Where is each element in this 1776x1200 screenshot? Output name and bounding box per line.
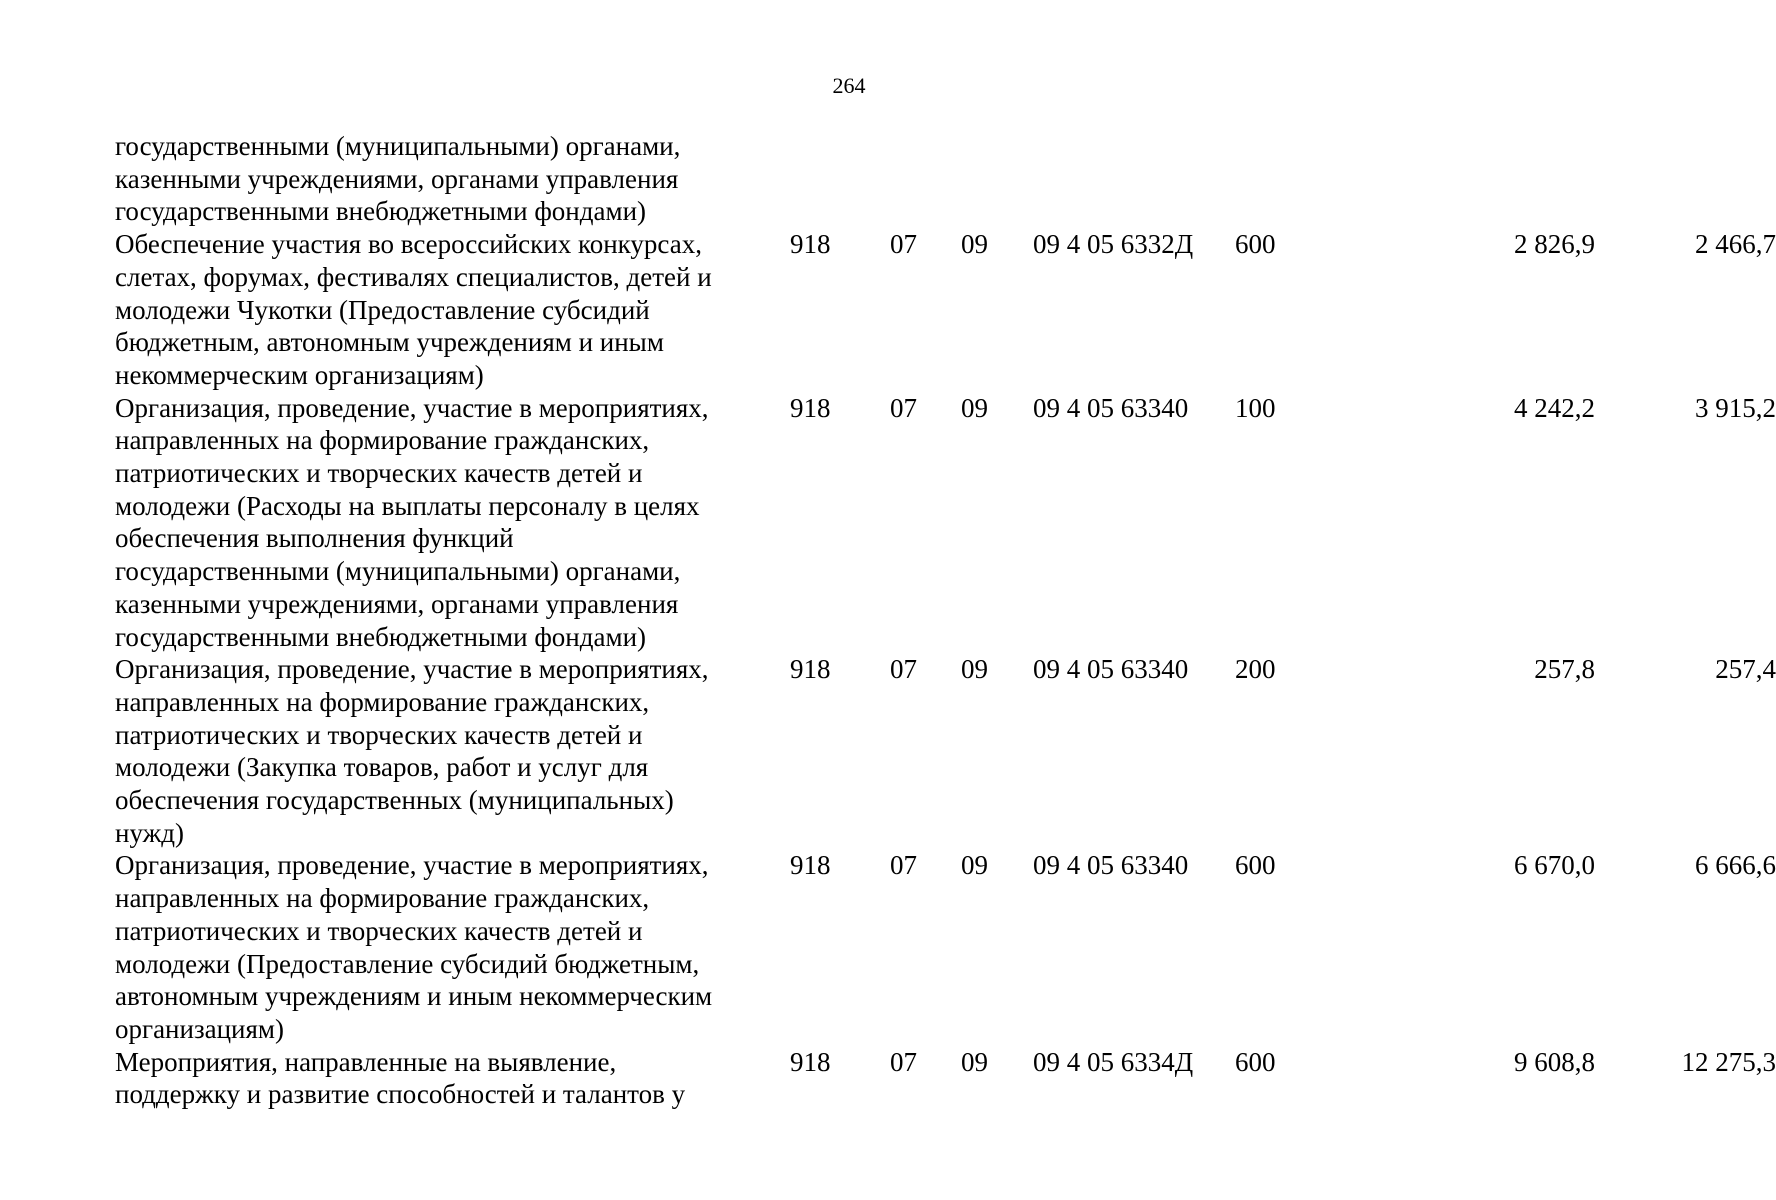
row-name [115,653,755,849]
row-name-line: государственными (муниципальными) органами, [115,131,681,161]
row-name-line: Организация, проведение, участие в мероприятиях, [115,850,709,881]
budget-table [115,130,1776,1111]
expense-type-code: 100 [1235,392,1276,423]
page-number: 264 [832,73,866,98]
amount-first: 6 670,0 [1514,850,1595,881]
row-name-line: автономным учреждениям и иным некоммерческим [115,981,713,1012]
row-name-line: направленных на формирование гражданских, [115,686,650,717]
target-article-code: 09 4 05 6332Д [1033,229,1194,260]
section-code: 07 [890,392,917,423]
row-name-line: патриотических и творческих качеств детей и [115,458,643,489]
table-row [115,130,1660,228]
row-name-line: поддержку и развитие способностей и талантов у [115,1079,686,1110]
row-name [115,228,755,392]
table-row [115,849,1776,1045]
row-name-line: молодежи (Предоставление субсидий бюджетным, [115,948,700,979]
row-name [115,849,755,1045]
section-code: 07 [890,850,917,881]
row-name [115,392,755,654]
row-name-line: государственными внебюджетными фондами) [115,196,647,227]
amount-first: 4 242,2 [1514,392,1595,423]
amount-second: 257,4 [1715,654,1776,685]
row-name-line: патриотических и творческих качеств детей и [115,719,643,750]
target-article-code: 09 4 05 6334Д [1033,1046,1194,1077]
table-row [115,228,1776,392]
section-code: 07 [890,654,917,685]
row-name-line: молодежи Чукотки (Предоставление субсидий [115,294,650,325]
subsection-code: 09 [961,850,988,881]
target-article-code: 09 4 05 63340 [1033,850,1189,881]
row-name-line: государственными (муниципальными) органами, [115,556,681,587]
row-name-line: патриотических и творческих качеств детей и [115,915,643,946]
row-name-line: направленных на формирование гражданских, [115,883,650,914]
row-name-line: обеспечения государственных (муниципальных) [115,785,674,816]
row-name-line: организациям) [115,1013,285,1044]
target-article-code: 09 4 05 63340 [1033,654,1189,685]
row-name-line: Организация, проведение, участие в мероприятиях, [115,392,709,423]
section-code: 07 [890,229,917,260]
amount-first: 257,8 [1534,654,1595,685]
amount-second: 2 466,7 [1695,229,1776,260]
amount-second: 3 915,2 [1695,392,1776,423]
target-article-code: 09 4 05 63340 [1033,392,1189,423]
expense-type-code: 600 [1235,1046,1276,1077]
row-name-line: слетах, форумах, фестивалях специалистов, детей и [115,261,712,292]
expense-type-code: 600 [1235,229,1276,260]
table-row [115,653,1776,849]
row-name-line: Обеспечение участия во всероссийских конкурсах, [115,229,702,260]
row-name-line: нужд) [115,817,184,848]
row-name-line: Организация, проведение, участие в мероприятиях, [115,654,709,685]
row-name [115,1046,755,1111]
row-name-line: обеспечения выполнения функций [115,523,514,554]
row-name [115,130,755,228]
table-row [115,1046,1776,1111]
subsection-code: 09 [961,654,988,685]
expense-type-code: 200 [1235,654,1276,685]
row-name-line: молодежи (Закупка товаров, работ и услуг для [115,752,649,783]
ministry-code: 918 [790,654,831,685]
row-name-line: казенными учреждениями, органами управления [115,163,679,194]
row-name-line: молодежи (Расходы на выплаты персоналу в целях [115,490,700,521]
ministry-code: 918 [790,850,831,881]
expense-type-code: 600 [1235,850,1276,881]
amount-first: 9 608,8 [1514,1046,1595,1077]
section-code: 07 [890,1046,917,1077]
ministry-code: 918 [790,1046,831,1077]
table-row [115,392,1776,654]
row-name-line: Мероприятия, направленные на выявление, [115,1046,617,1077]
ministry-code: 918 [790,392,831,423]
row-name-line: государственными внебюджетными фондами) [115,621,647,652]
amount-first: 2 826,9 [1514,229,1595,260]
row-name-line: направленных на формирование гражданских, [115,425,650,456]
amount-second: 6 666,6 [1695,850,1776,881]
amount-second: 12 275,3 [1681,1046,1776,1077]
row-name-line: бюджетным, автономным учреждениям и иным [115,327,664,358]
subsection-code: 09 [961,1046,988,1077]
ministry-code: 918 [790,229,831,260]
row-name-line: некоммерческим организациям) [115,359,484,390]
subsection-code: 09 [961,229,988,260]
subsection-code: 09 [961,392,988,423]
row-name-line: казенными учреждениями, органами управления [115,588,679,619]
